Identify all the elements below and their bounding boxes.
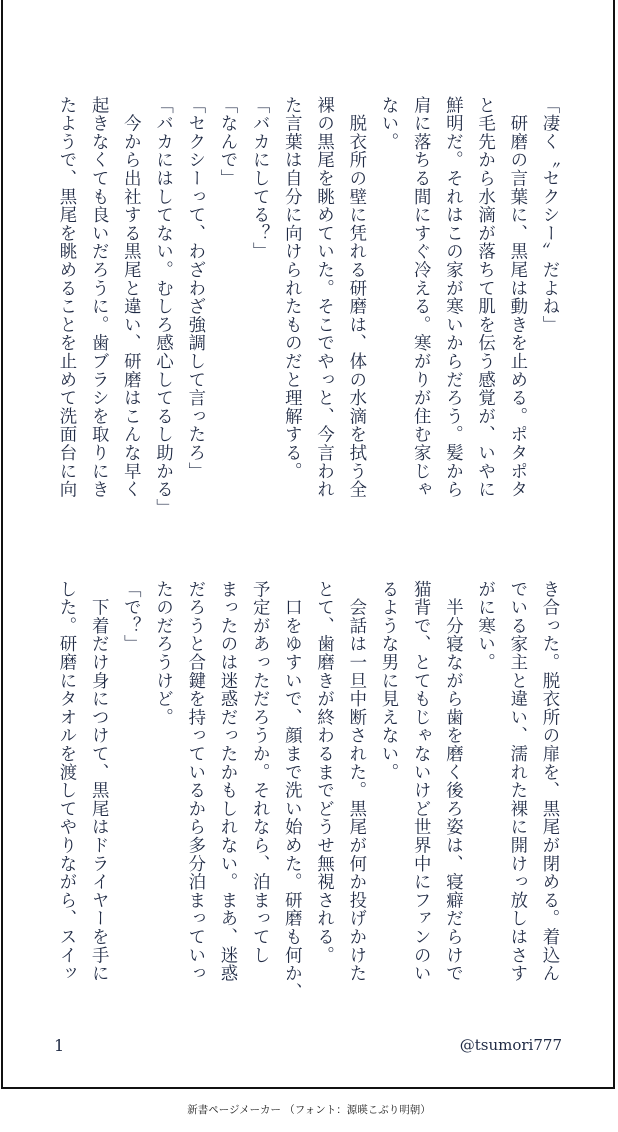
page-number: 1 [54, 1036, 65, 1055]
upper-text-block: 「凄く〝セクシー〟だよね」 研磨の言葉に、黒尾は動きを止める。ポタポタ と毛先から水滴が落ちて肌を伝う感覚が、いやに 鮮明だ。それはこの家が寒いからだろう。髪から 肩に落ちる間にすぐ冷える。寒がりが住む家じゃ ない。 脱衣所の壁に凭れる研磨は、体の水滴を拭う全 裸の黒尾を眺めていた。そこでやっと、今言われ た言葉は自分に向けられたものだと理解する。 「バカにしてる？」 「なんで」 「セクシーって、わざわざ強調して言ったろ」 「バカにはしてない。むしろ感心してるし助かる」 今から出社する黒尾と違い、研磨はこんな早く 起きなくても良いだろうに。歯ブラシを取りにき たようで、黒尾を眺めることを止めて洗面台に向 [55, 96, 559, 517]
author-handle: @tsumori777 [459, 1036, 562, 1054]
footer-caption: 新書ページメーカー （フォント：源暎こぶり明朝） [187, 1104, 431, 1116]
lower-text-block: き合った。脱衣所の扉を、黒尾が閉める。着込ん でいる家主と違い、濡れた裸に開けっ放しはさす がに寒い。 半分寝ながら歯を磨く後ろ姿は、寝癖だらけで 猫背で、とてもじゃないけど世界中にファンのい るような男に見えない。 会話は一旦中断された。黒尾が何か投げかけた とて、歯磨きが終わるまでどうせ無視される。 口をゆすいで、顔まで洗い始めた。研磨も何か、 予定があっただろうか。それなら、泊まってし まったのは迷惑だったかもしれない。まあ、迷惑 だろうと合鍵を持っているから多分泊まっていっ たのだろうけど。 「で？」 下着だけ身につけて、黒尾はドライヤーを手に した。研磨にタオルを渡してやりながら、スイッ [55, 580, 559, 1001]
